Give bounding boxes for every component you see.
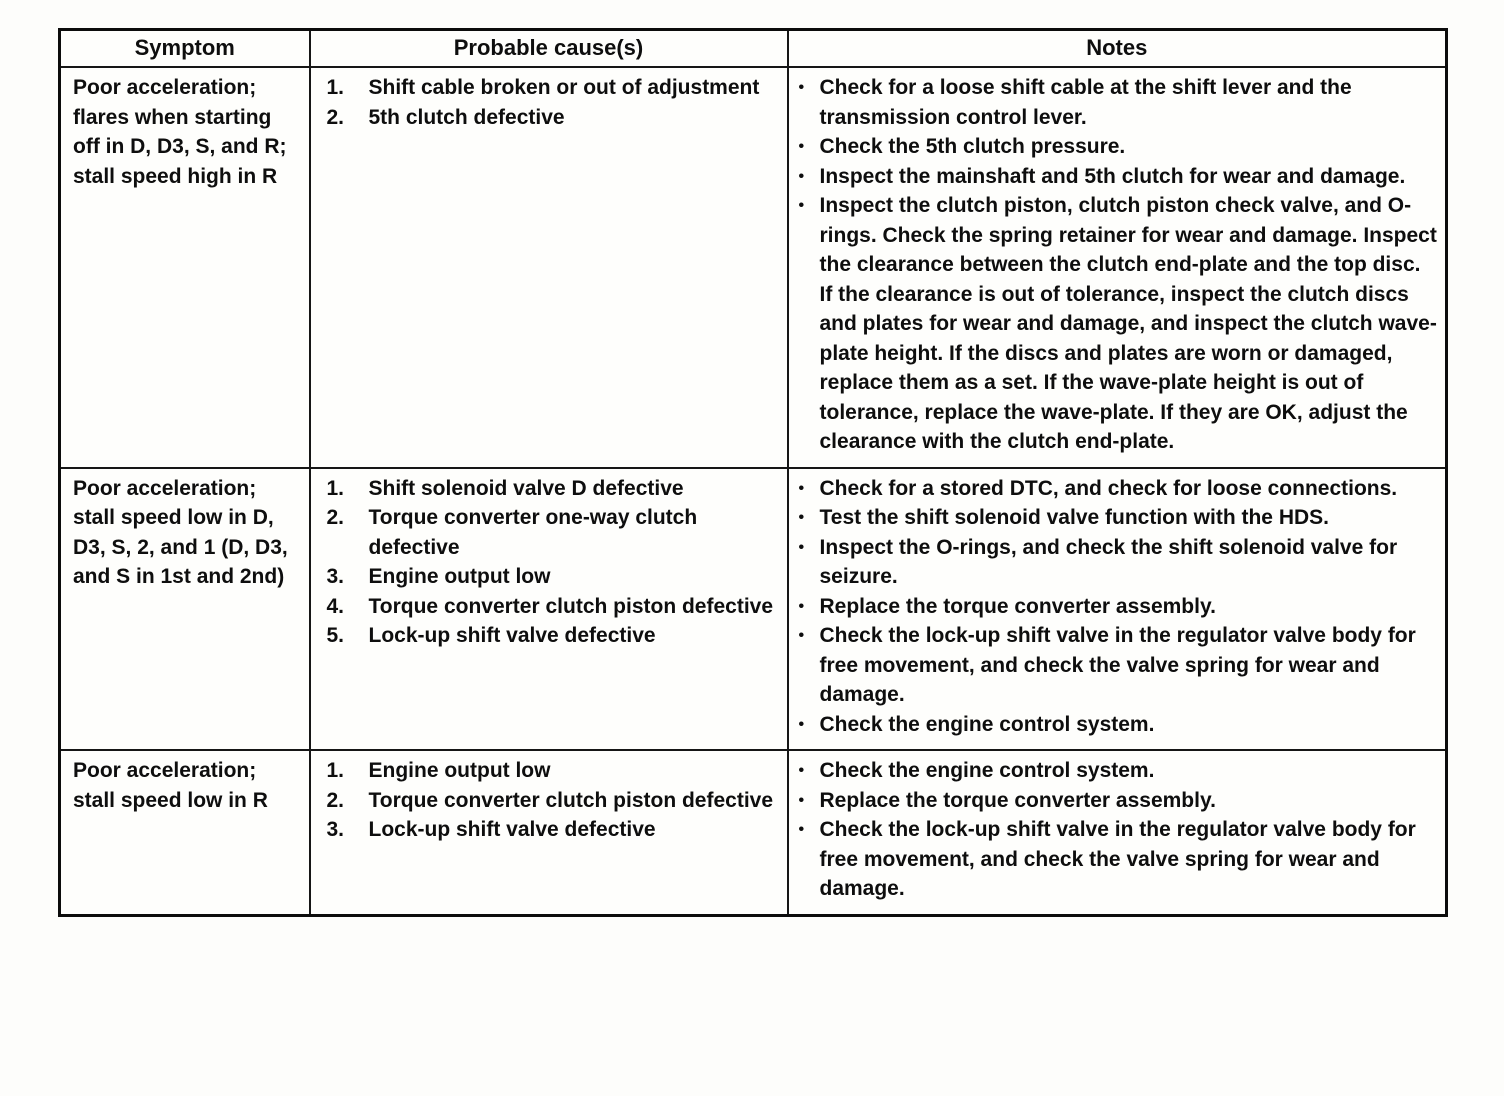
bullet-icon: •: [798, 79, 805, 96]
cause-item: [319, 786, 779, 816]
cause-item: [319, 592, 779, 622]
cause-item: [319, 815, 779, 845]
header-symptom: Symptom: [60, 30, 310, 68]
note-text: Check the engine control system.: [819, 712, 1155, 736]
table-row: [60, 468, 1447, 751]
cause-number: 1.: [326, 476, 345, 500]
cause-item: [319, 73, 779, 103]
cause-text: Torque converter clutch piston defective: [368, 594, 774, 618]
bullet-icon: •: [798, 791, 805, 809]
note-item: [797, 162, 1438, 192]
note-text: Test the shift solenoid valve function with the HDS.: [819, 506, 1329, 529]
symptom-text: Poor acceleration; stall speed low in R: [73, 759, 268, 812]
cause-text: 5th clutch defective: [368, 105, 565, 129]
cause-text: Lock-up shift valve defective: [368, 624, 656, 647]
symptom-cell: [60, 67, 310, 468]
probable-causes-cell: [310, 67, 788, 468]
cause-item: [319, 503, 779, 562]
bullet-icon: •: [798, 715, 805, 733]
note-text: Check the engine control system.: [819, 759, 1155, 782]
bullet-icon: •: [798, 821, 805, 838]
header-notes: Notes: [788, 30, 1447, 68]
bullet-icon: •: [798, 138, 805, 155]
note-text: Check for a stored DTC, and check for loose connections.: [819, 476, 1398, 500]
note-text: Check the lock-up shift valve in the regulator valve body for free movement, and check the valve spring for wear and damage.: [819, 624, 1416, 706]
note-item: [797, 710, 1438, 740]
note-text: Inspect the mainshaft and 5th clutch for wear and damage.: [819, 164, 1406, 188]
cause-number: 3.: [326, 818, 345, 841]
note-item: [797, 503, 1438, 533]
note-item: [797, 474, 1438, 504]
note-text: Check the 5th clutch pressure.: [819, 135, 1126, 158]
bullet-icon: •: [798, 762, 805, 779]
cause-number: 3.: [326, 565, 345, 588]
header-row: [60, 30, 1447, 68]
bullet-icon: •: [798, 627, 805, 644]
note-text: Replace the torque converter assembly.: [819, 594, 1216, 618]
cause-number: 1.: [326, 759, 345, 782]
cause-number: 5.: [326, 624, 345, 647]
bullet-icon: •: [798, 597, 805, 615]
cause-number: 2.: [326, 506, 345, 529]
note-text: Inspect the O-rings, and check the shift solenoid valve for seizure.: [819, 535, 1398, 588]
cause-text: Shift solenoid valve D defective: [368, 476, 684, 500]
cause-text: Engine output low: [368, 759, 551, 782]
bullet-icon: •: [798, 538, 805, 556]
notes-cell: [788, 67, 1447, 468]
cause-number: 2.: [326, 788, 345, 812]
header-probable-causes: Probable cause(s): [310, 30, 788, 68]
note-item: [797, 786, 1438, 816]
note-text: Check the lock-up shift valve in the regulator valve body for free movement, and check the valve spring for wear and damage.: [819, 818, 1416, 900]
note-text: Inspect the clutch piston, clutch piston check valve, and O-rings. Check the spring retainer for wear and damage. Inspect the clearance between the clutch end-plate and the top disc. If the clearance is out of tolerance, inspect the clutch discs and plates for wear and damage, and inspect the clutch wave-plate height. If the discs and plates are worn or damaged, replace them as a set. If the wave-plate height is out of tolerance, replace the wave-plate. If they are OK, adjust the clearance with the clutch end-plate.: [819, 194, 1437, 453]
symptom-text: Poor acceleration; stall speed low in D, D3, S, 2, and 1 (D, D3, and S in 1st and 2nd): [73, 476, 288, 588]
cause-text: Shift cable broken or out of adjustment: [368, 76, 760, 99]
bullet-icon: •: [798, 479, 805, 497]
cause-item: [319, 621, 779, 651]
probable-causes-cell: [310, 750, 788, 915]
cause-text: Engine output low: [368, 565, 551, 588]
note-text: Check for a loose shift cable at the shift lever and the transmission control lever.: [819, 76, 1352, 129]
bullet-icon: •: [798, 509, 805, 526]
troubleshooting-table: [58, 28, 1448, 917]
bullet-icon: •: [798, 197, 805, 214]
table-row: [60, 67, 1447, 468]
cause-number: 1.: [326, 76, 345, 99]
note-item: [797, 756, 1438, 786]
note-item: [797, 815, 1438, 904]
table-row: [60, 750, 1447, 915]
note-item: [797, 191, 1438, 457]
cause-number: 2.: [326, 105, 345, 129]
probable-causes-cell: [310, 468, 788, 751]
cause-text: Lock-up shift valve defective: [368, 818, 656, 841]
cause-item: [319, 756, 779, 786]
notes-cell: [788, 468, 1447, 751]
cause-item: [319, 474, 779, 504]
cause-text: Torque converter clutch piston defective: [368, 788, 774, 812]
symptom-cell: [60, 468, 310, 751]
cause-text: Torque converter one-way clutch defective: [368, 506, 698, 559]
symptom-text: Poor acceleration; flares when starting off in D, D3, S, and R; stall speed high in R: [73, 76, 287, 188]
bullet-icon: •: [798, 167, 805, 185]
note-item: [797, 533, 1438, 592]
cause-item: [319, 103, 779, 133]
cause-number: 4.: [326, 594, 345, 618]
notes-cell: [788, 750, 1447, 915]
cause-item: [319, 562, 779, 592]
note-item: [797, 621, 1438, 710]
note-item: [797, 592, 1438, 622]
note-item: [797, 73, 1438, 132]
note-text: Replace the torque converter assembly.: [819, 788, 1216, 812]
note-item: [797, 132, 1438, 162]
symptom-cell: [60, 750, 310, 915]
